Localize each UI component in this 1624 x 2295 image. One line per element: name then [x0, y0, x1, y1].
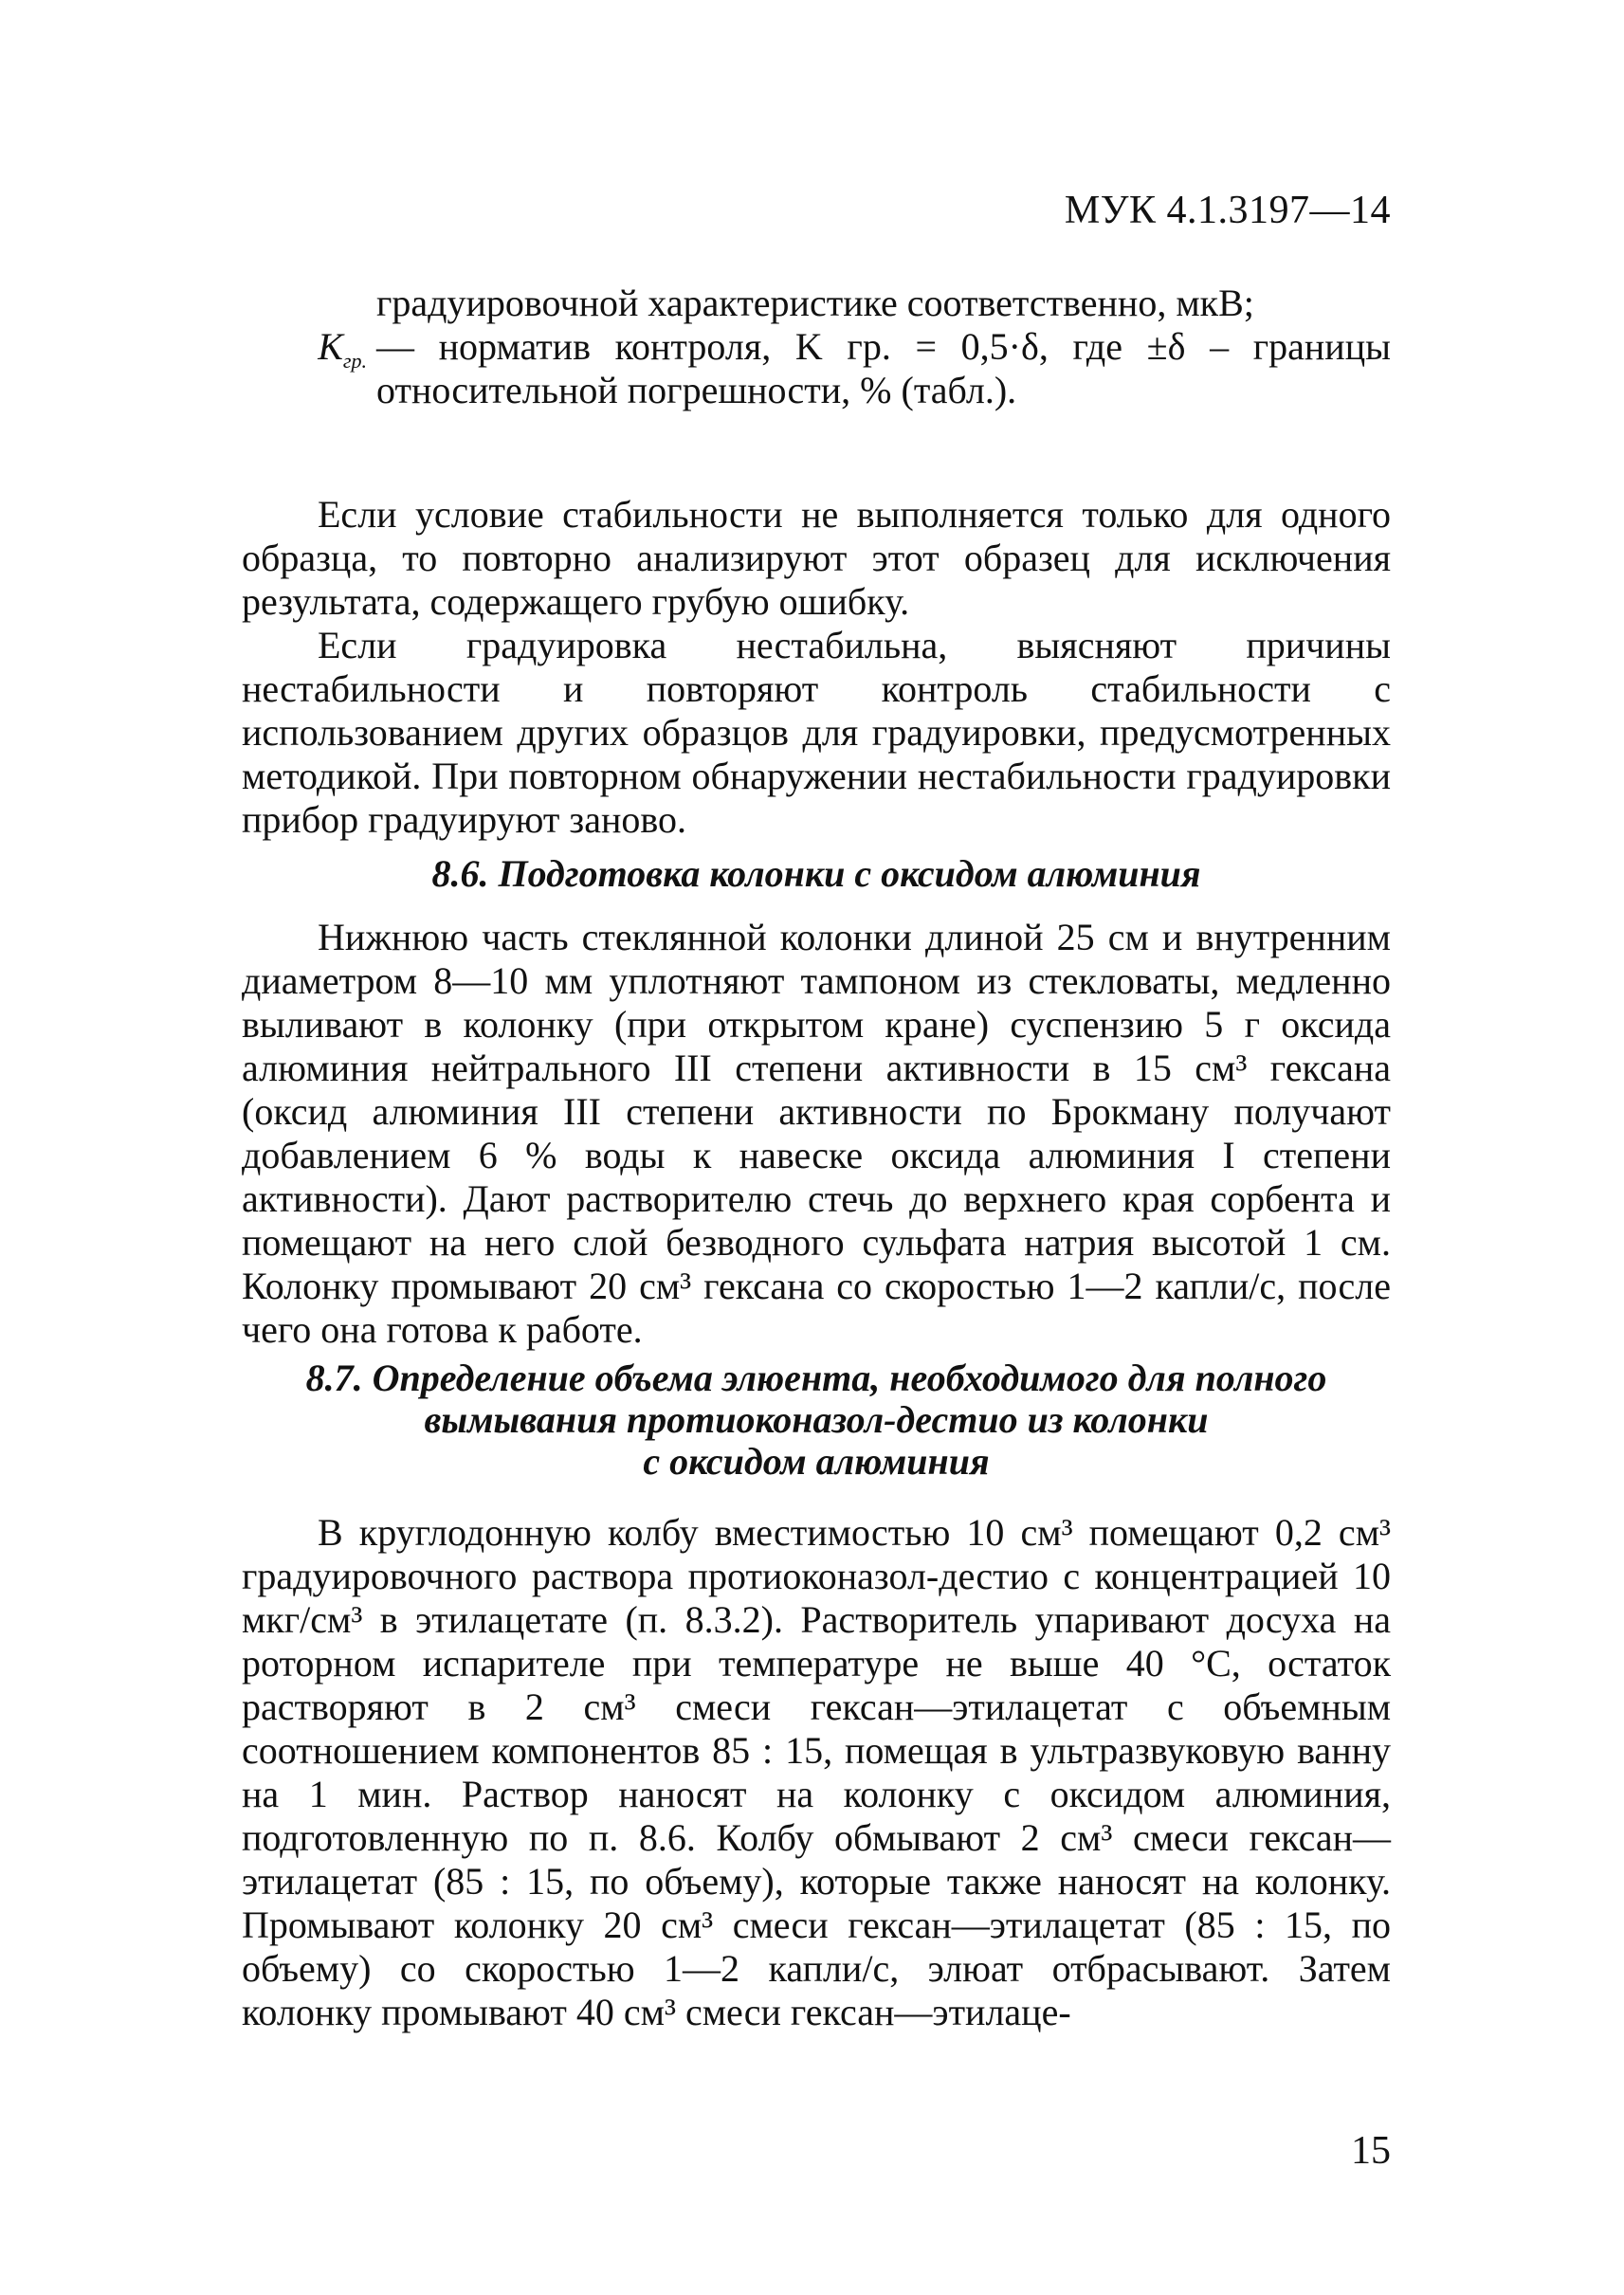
document-code: МУК 4.1.3197—14 — [1064, 189, 1391, 232]
definition-k-text: — норматив контроля, K гр. = 0,5·δ, где ±δ – границы относительной погрешности, % (табл.). — [376, 325, 1391, 411]
definition-continuation-row — [242, 282, 1391, 325]
section-8-7-body-block — [242, 1511, 1391, 2034]
stability-paragraphs — [242, 493, 1391, 842]
definition-k-row — [242, 325, 1391, 412]
section-8-7-body: В круглодонную колбу вместимостью 10 см³ помещают 0,2 см³ градуировочного раствора протиоконазол-дестио с концентрацией 10 мкг/см³ в этилацетате (п. 8.3.2). Растворитель упаривают досуха на роторном испарителе при температуре не выше 40 °С, остаток растворяют в 2 см³ смеси гексан—этилацетат с объемным соотношением компонентов 85 : 15, помещая в ультразвуковую ванну на 1 мин. Раствор наносят на колонку с оксидом алюминия, подготовленную по п. 8.6. Колбу обмывают 2 см³ смеси гексан—этилацетат (85 : 15, по объему), которые также наносят на колонку. Промывают колонку 20 см³ смеси гексан—этилацетат (85 : 15, по объему) со скоростью 1—2 капли/с, элюат отбрасывают. Затем колонку промывают 40 см³ смеси гексан—этилаце- — [242, 1511, 1391, 2033]
definitions-block — [242, 282, 1391, 412]
section-title-8-7 — [242, 1357, 1391, 1483]
section-title-8-7-line1: 8.7. Определение объема элюента, необходимого для полного — [305, 1357, 1327, 1399]
section-title-8-6: 8.6. Подготовка колонки с оксидом алюминия — [431, 852, 1201, 895]
section-8-6-body: Нижнюю часть стеклянной колонки длиной 25 см и внутренним диаметром 8—10 мм уплотняют тампоном из стекловаты, медленно выливают в колонку (при открытом кране) суспензию 5 г оксида алюминия нейтрального III степени активности в 15 см³ гексана (оксид алюминия III степени активности по Брокману получают добавлением 6 % воды к навеске оксида алюминия I степени активности). Дают растворителю стечь до верхнего края сорбента и помещают на него слой безводного сульфата натрия высотой 1 см. Колонку промывают 20 см³ гексана со скоростью 1—2 капли/с, после чего она готова к работе. — [242, 916, 1391, 1351]
definition-k-symbol: $K_{гр.}$ — [318, 325, 367, 373]
paragraph: Если градуировка нестабильна, выясняют причины нестабильности и повторяют контроль стабильности с использованием других образцов для градуировки, предусмотренных методикой. При повторном обнаружении нестабильности градуировки прибор градуируют заново. — [242, 624, 1391, 841]
section-title-8-7-line2: вымывания протиоконазол-дестио из колонки — [424, 1398, 1209, 1441]
section-8-6-body-block — [242, 916, 1391, 1352]
section-title-8-7-line3: с оксидом алюминия — [643, 1440, 990, 1483]
paragraph: Если условие стабильности не выполняется только для одного образца, то повторно анализируют этот образец для исключения результата, содержащего грубую ошибку. — [242, 493, 1391, 623]
page-number: 15 — [1351, 2129, 1391, 2173]
definition-continuation: градуировочной характеристике соответственно, мкВ; — [376, 282, 1254, 324]
